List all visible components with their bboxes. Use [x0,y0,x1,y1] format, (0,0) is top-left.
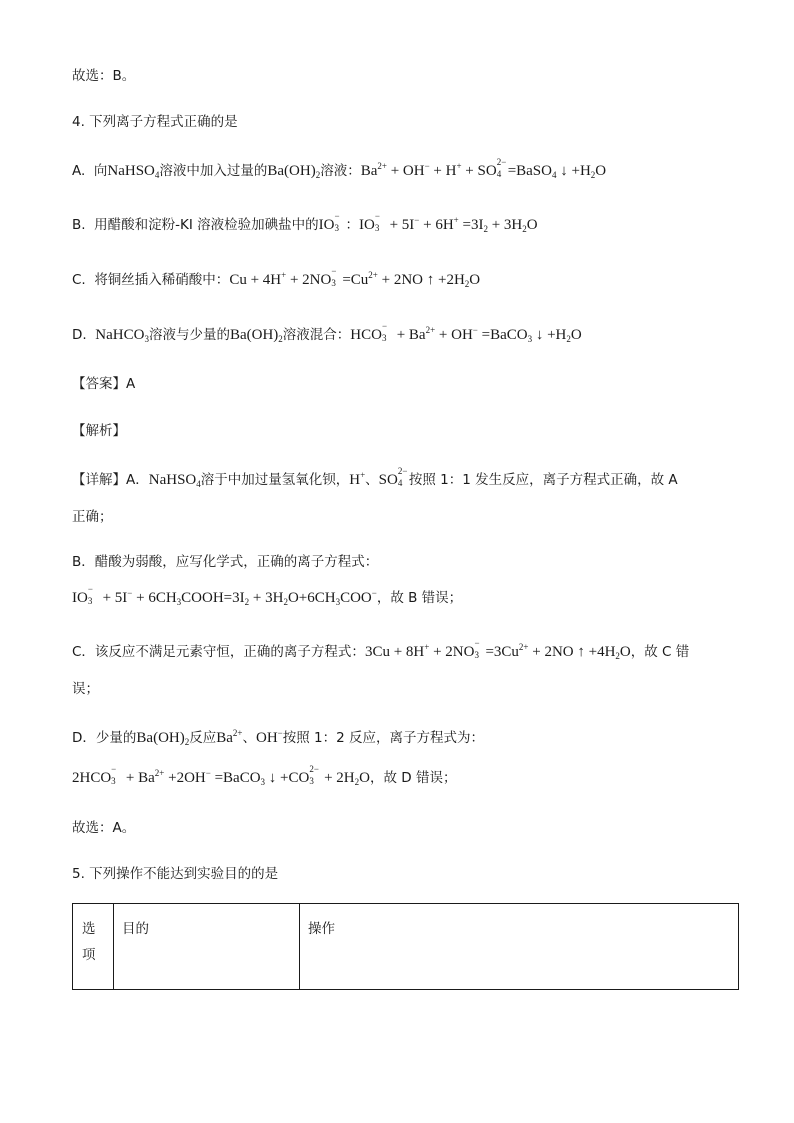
option-d: D. NaHCO$_3$溶液与少量的$Ba(OH)_2$溶液混合：HCO − 3 + $Ba^{2+} + OH^-$ =BaCO$_3$ ↓ $+H_2O$ [72,321,582,344]
detail-a-cont: 正确； [72,509,113,525]
header-cell-option: 选项 [73,904,114,990]
detail-d: D．少量的$Ba(OH)_2$反应$Ba^{2+}$、OH−按照 1：2 反应，离子方程式为： [72,728,484,747]
detail-b-equation-line: IO − 3 + $5I^- + 6CH_3COOH=3I_2 + 3H_2O+6CH_3COO^-$，故 B 错误； [72,584,463,607]
option-b: B. 用醋酸和淀粉-KI 溶液检验加碘盐中的IO − 3 ：IO − 3 + $5I^- + 6H^+ =3I_2 + 3H_2O$ [72,211,538,234]
option-c: C. 将铜丝插入稀硝酸中：Cu + 4H+ + 2NO − 3 $=Cu^{2+} + 2NO$ ↑ $+2H_2O$ [72,266,481,289]
option-d-equation: HCO − 3 + $Ba^{2+} + OH^-$ =BaCO$_3$ ↓ $+H_2O$ [350,321,582,344]
option-a: A. 向NaHSO$_4$溶液中加入过量的$Ba(OH)_2$溶液：$Ba^{2+} + OH^- + H^+$ + SO 2− 4 =BaSO$_4$ ↓ $+H_2O$ [72,157,607,180]
detail-c: C．该反应不满足元素守恒，正确的离子方程式：3Cu + 8H+ + 2NO − 3 $=3Cu^{2+} + 2NO$ ↑ $+4H_2O$，故 C 错 [72,638,690,661]
q5-table [72,903,739,990]
detail-b: B．醋酸为弱酸，应写化学式，正确的离子方程式： [72,554,379,570]
detail-d-equation: 2HCO − 3 + $Ba^{2+} +2OH^-$ =BaCO$_3$ ↓ +CO 2− 3 + $2H_2O$ [72,764,370,787]
detail-c-cont: 误； [72,681,99,697]
option-a-equation: $Ba^{2+} + OH^- + H^+$ + SO 2− 4 =BaSO$_4$ ↓ $+H_2O$ [360,157,607,180]
answer-label: 【答案】A [72,376,136,392]
header-cell-purpose: 目的 [114,904,300,990]
analysis-label: 【解析】 [72,423,126,439]
header-cell-operation: 操作 [300,904,739,990]
table-header-row [73,904,739,990]
option-c-equation: Cu + 4H+ + 2NO − 3 $=Cu^{2+} + 2NO$ ↑ $+2H_2O$ [229,266,481,289]
question-4-title: 4. 下列离子方程式正确的是 [72,114,238,130]
option-b-equation: IO − 3 + $5I^- + 6H^+ =3I_2 + 3H_2O$ [358,211,538,234]
previous-conclusion: 故选：B。 [72,68,136,84]
q4-conclusion: 故选：A。 [72,820,136,836]
detail-d-equation-line: 2HCO − 3 + $Ba^{2+} +2OH^-$ =BaCO$_3$ ↓ +CO 2− 3 + $2H_2O$，故 D 错误； [72,764,457,787]
detail-b-equation: IO − 3 + $5I^- + 6CH_3COOH=3I_2 + 3H_2O+6CH_3COO^-$ [72,584,377,607]
detail-a: 【详解】A．NaHSO$_4$溶于中加过量氢氧化钡，H+、SO 2− 4 按照 1：1 发生反应，离子方程式正确，故 A [72,466,678,489]
detail-c-equation: 3Cu + 8H+ + 2NO − 3 $=3Cu^{2+} + 2NO$ ↑ $+4H_2O$ [364,638,631,661]
question-5-title: 5. 下列操作不能达到实验目的的是 [72,866,279,882]
